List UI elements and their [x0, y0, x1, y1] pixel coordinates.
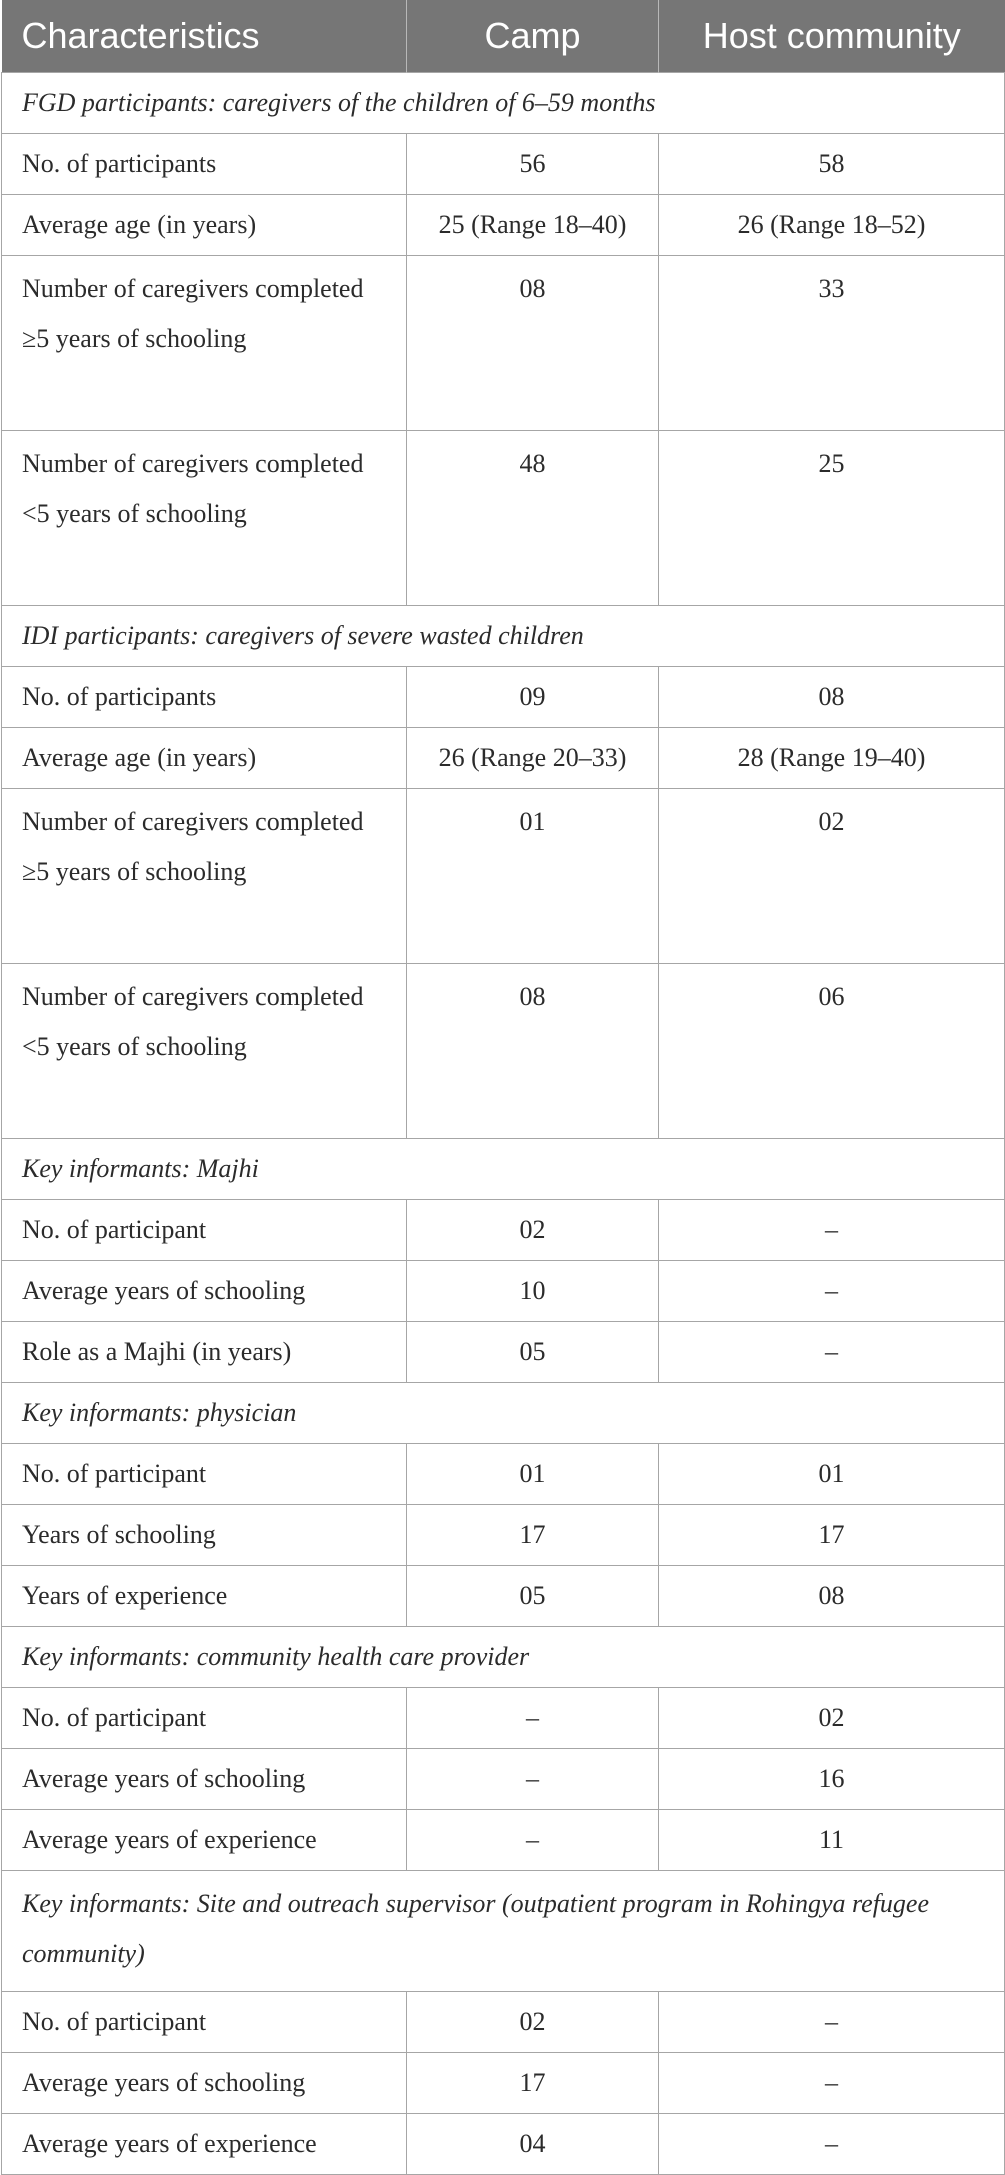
row-label: No. of participants	[2, 134, 407, 195]
row-label: No. of participants	[2, 667, 407, 728]
table-row	[2, 195, 1005, 256]
camp-value: 05	[407, 1322, 659, 1383]
table-row	[2, 1749, 1005, 1810]
row-label: Number of caregivers completed ≥5 years of schooling	[2, 789, 407, 964]
camp-value: 01	[407, 1444, 659, 1505]
row-label: Years of experience	[2, 1566, 407, 1627]
row-label: Number of caregivers completed <5 years of schooling	[2, 964, 407, 1139]
camp-value: 26 (Range 20–33)	[407, 728, 659, 789]
host-value: 08	[659, 1566, 1005, 1627]
camp-value: 25 (Range 18–40)	[407, 195, 659, 256]
table-row	[2, 1688, 1005, 1749]
host-value: 11	[659, 1810, 1005, 1871]
camp-value: 09	[407, 667, 659, 728]
host-value: 58	[659, 134, 1005, 195]
row-label: Number of caregivers completed ≥5 years of schooling	[2, 256, 407, 431]
table-row	[2, 256, 1005, 431]
row-label: Average years of experience	[2, 2114, 407, 2175]
camp-value: 02	[407, 1200, 659, 1261]
host-value: 02	[659, 789, 1005, 964]
host-value: –	[659, 2114, 1005, 2175]
table-row	[2, 667, 1005, 728]
camp-value: 10	[407, 1261, 659, 1322]
camp-value: –	[407, 1688, 659, 1749]
header-camp: Camp	[407, 0, 659, 73]
table-row	[2, 2114, 1005, 2175]
section-label: Key informants: Majhi	[2, 1139, 1005, 1200]
camp-value: 02	[407, 1992, 659, 2053]
section-row	[2, 1627, 1005, 1688]
table-body	[2, 73, 1005, 2175]
host-value: 28 (Range 19–40)	[659, 728, 1005, 789]
table-row	[2, 1505, 1005, 1566]
section-label: FGD participants: caregivers of the children of 6–59 months	[2, 73, 1005, 134]
camp-value: 08	[407, 256, 659, 431]
header-row	[2, 0, 1005, 73]
host-value: 25	[659, 431, 1005, 606]
row-label: No. of participant	[2, 1992, 407, 2053]
row-label: Years of schooling	[2, 1505, 407, 1566]
camp-value: 17	[407, 1505, 659, 1566]
row-label: No. of participant	[2, 1444, 407, 1505]
table-row	[2, 1200, 1005, 1261]
host-value: 16	[659, 1749, 1005, 1810]
row-label: Average age (in years)	[2, 195, 407, 256]
camp-value: 17	[407, 2053, 659, 2114]
camp-value: 48	[407, 431, 659, 606]
section-label: Key informants: community health care provider	[2, 1627, 1005, 1688]
section-label: Key informants: Site and outreach supervisor (outpatient program in Rohingya refugee community)	[2, 1871, 1005, 1992]
header-characteristics: Characteristics	[2, 0, 407, 73]
table-row	[2, 964, 1005, 1139]
characteristics-table	[1, 0, 1005, 2175]
camp-value: 05	[407, 1566, 659, 1627]
section-label: Key informants: physician	[2, 1383, 1005, 1444]
camp-value: –	[407, 1810, 659, 1871]
row-label: Average years of experience	[2, 1810, 407, 1871]
section-row	[2, 73, 1005, 134]
host-value: 01	[659, 1444, 1005, 1505]
camp-value: 08	[407, 964, 659, 1139]
row-label: Average years of schooling	[2, 2053, 407, 2114]
host-value: 33	[659, 256, 1005, 431]
row-label: Role as a Majhi (in years)	[2, 1322, 407, 1383]
table-header	[2, 0, 1005, 73]
table-row	[2, 1444, 1005, 1505]
row-label: Average years of schooling	[2, 1749, 407, 1810]
row-label: Average age (in years)	[2, 728, 407, 789]
section-row	[2, 606, 1005, 667]
host-value: –	[659, 1322, 1005, 1383]
row-label: Number of caregivers completed <5 years of schooling	[2, 431, 407, 606]
table-row	[2, 1566, 1005, 1627]
camp-value: 56	[407, 134, 659, 195]
section-row	[2, 1383, 1005, 1444]
table-row	[2, 789, 1005, 964]
row-label: Average years of schooling	[2, 1261, 407, 1322]
host-value: –	[659, 1200, 1005, 1261]
section-label: IDI participants: caregivers of severe wasted children	[2, 606, 1005, 667]
table-row	[2, 1992, 1005, 2053]
table-row	[2, 1810, 1005, 1871]
camp-value: 04	[407, 2114, 659, 2175]
row-label: No. of participant	[2, 1688, 407, 1749]
host-value: 08	[659, 667, 1005, 728]
table-row	[2, 2053, 1005, 2114]
camp-value: 01	[407, 789, 659, 964]
host-value: –	[659, 1992, 1005, 2053]
table-row	[2, 1261, 1005, 1322]
camp-value: –	[407, 1749, 659, 1810]
table-row	[2, 431, 1005, 606]
host-value: –	[659, 2053, 1005, 2114]
header-host-community: Host community	[659, 0, 1005, 73]
table-row	[2, 134, 1005, 195]
section-row	[2, 1871, 1005, 1992]
host-value: 02	[659, 1688, 1005, 1749]
host-value: –	[659, 1261, 1005, 1322]
table-row	[2, 728, 1005, 789]
host-value: 26 (Range 18–52)	[659, 195, 1005, 256]
row-label: No. of participant	[2, 1200, 407, 1261]
host-value: 06	[659, 964, 1005, 1139]
section-row	[2, 1139, 1005, 1200]
table-row	[2, 1322, 1005, 1383]
host-value: 17	[659, 1505, 1005, 1566]
